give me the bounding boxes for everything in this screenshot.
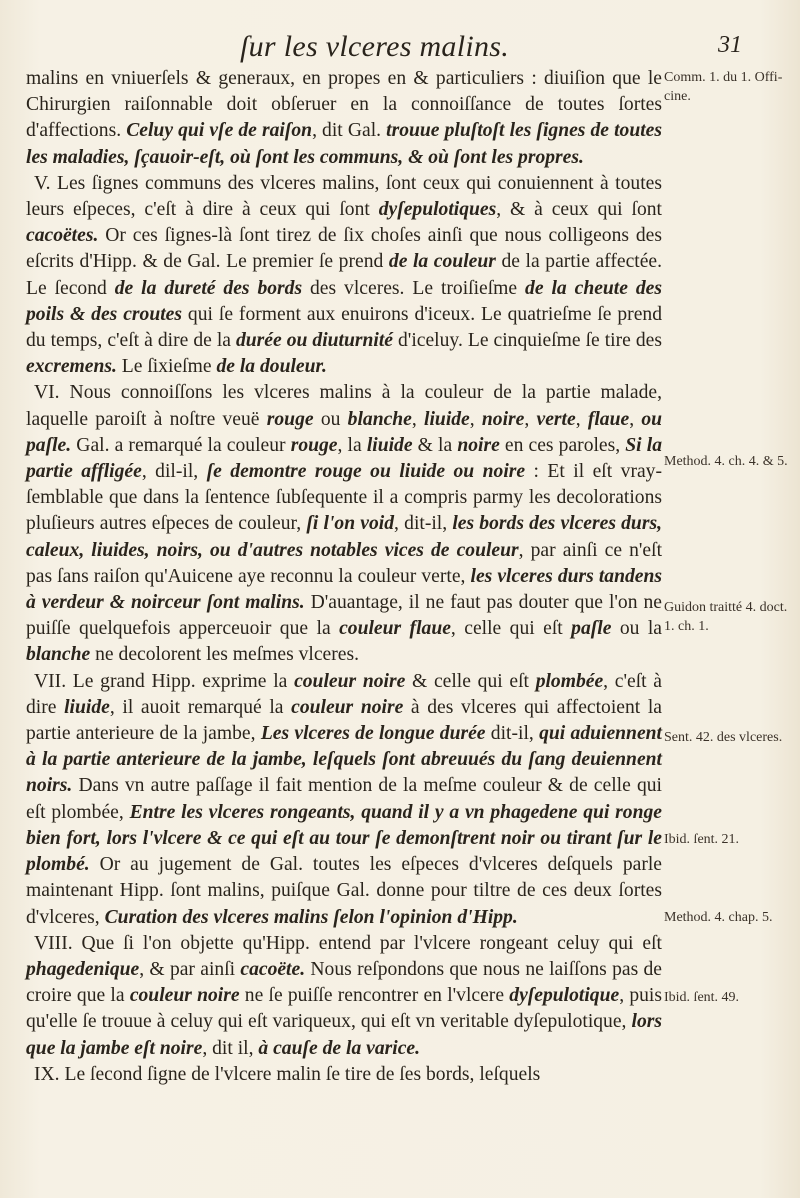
- text-run: ,: [469, 408, 482, 430]
- italic-text: Les vlceres de longue durée: [260, 723, 486, 745]
- margin-note-ibid-49: Ibid. ſent. 49.: [664, 990, 740, 1005]
- text-run: Dans vn autre paſſage il fait mention de la meſme couleur & de celle qui eſt plombée,: [26, 775, 662, 823]
- italic-text: noire: [457, 434, 500, 456]
- italic-text: Celuy qui vſe de raiſon: [126, 120, 313, 142]
- text-run: , la: [337, 434, 367, 456]
- italic-text: excremens.: [26, 356, 117, 378]
- text-run: en ces paroles,: [499, 434, 626, 456]
- italic-text: couleur noire: [291, 696, 404, 718]
- italic-text: Entre les vlceres rongeants, quand il y a vn phagedene qui ronge bien fort, lors l'vlcere & ce qui eſt au tour ſe demonſtrent noir ou tirant ſur le plombé.: [26, 801, 662, 876]
- italic-text: de la douleur.: [216, 356, 327, 378]
- text-run: V. Les ſignes communs des vlceres malins, ſont ceux qui conuiennent à toutes leurs eſpeces, c'eſt à dire à ceux qui ſont: [26, 172, 662, 221]
- margin-note-sent-42: Sent. 42. des vlceres.: [664, 730, 783, 745]
- italic-text: flaue: [587, 408, 630, 430]
- text-run: Gal. a remarqué la couleur: [71, 434, 291, 456]
- text-run: Or au jugement de Gal. toutes les eſpeces d'vlceres deſquels parle maintenant Hipp. ſont malins, puiſque Gal. donne pour tiltre de ces deux ſortes d'vlceres,: [26, 854, 662, 928]
- italic-text: de la couleur: [388, 251, 496, 273]
- italic-text: blanche: [347, 408, 412, 430]
- italic-text: qui aduiennent à la partie anterieure de la jambe, leſquels ſont abreuués du ſang deuiennent noirs.: [26, 723, 662, 797]
- italic-text: de la cheute des poils & des croutes: [26, 277, 662, 325]
- italic-text: blanche: [26, 644, 91, 666]
- italic-text: couleur flaue: [339, 618, 451, 640]
- italic-text: ſe demontre rouge ou liuide ou noire: [206, 461, 526, 483]
- text-run: d'iceluy. Le cinquieſme ſe tire des: [393, 330, 662, 352]
- italic-text: plombée: [535, 670, 604, 692]
- italic-text: cacoëtes.: [26, 225, 99, 247]
- italic-text: trouue pluſtoſt les ſignes de toutes les maladies, ſçauoir-eſt, où ſont les communs, & où ſont les propres.: [26, 120, 663, 168]
- text-run: , dit il,: [202, 1037, 259, 1059]
- text-run: ,: [629, 408, 642, 430]
- text-run: à des vlceres qui affectoient la partie anterieure de la jambe,: [26, 696, 662, 745]
- text-run: & la: [412, 434, 458, 456]
- italic-text: liuide: [366, 434, 413, 456]
- text-run: ou: [313, 408, 348, 430]
- italic-text: Curation des vlceres malins ſelon l'opinion d'Hipp.: [104, 906, 518, 928]
- margin-note-method-4-5: Method. 4. chap. 5.: [664, 910, 773, 925]
- italic-text: lors que la jambe eſt noire: [26, 1011, 662, 1059]
- text-run: D'auantage, il ne faut pas douter que l'on ne puiſſe quelquefois apperceuoir que la: [26, 592, 662, 640]
- text-run: VIII. Que ſi l'on objette qu'Hipp. entend par l'vlcere rongeant celuy qui eſt: [34, 932, 662, 954]
- italic-text: Si la partie affligée: [26, 434, 662, 483]
- text-run: , & par ainſi: [139, 958, 241, 980]
- text-run: VI. Nous connoiſſons les vlceres malins à la couleur de la partie malade, laquelle paroiſt à noſtre veuë: [26, 382, 662, 430]
- italic-text: les bords des vlceres durs, caleux, liuides, noirs, ou d'autres notables vices de couleur: [26, 513, 662, 561]
- text-run: ,: [575, 408, 588, 430]
- italic-text: dyſepulotique: [509, 985, 620, 1007]
- italic-text: durée ou diuturnité: [235, 330, 393, 352]
- italic-text: rouge: [290, 434, 338, 456]
- text-run: de la partie affectée. Le ſecond: [26, 251, 663, 299]
- paragraph-ix: [26, 1062, 662, 1088]
- text-run: , celle qui eſt: [450, 618, 572, 640]
- text-run: qui ſe forment aux enuirons d'iceux. Le quatrieſme ſe prend du temps, c'eſt à dire de la: [26, 303, 662, 352]
- text-run: & celle qui eſt: [405, 670, 536, 692]
- italic-text: liuide: [64, 696, 110, 718]
- margin-note-method-4-4: Method. 4. ch. 4. & 5.: [664, 454, 788, 469]
- italic-text: de la dureté des bords: [114, 277, 303, 299]
- text-run: ne ſe puiſſe rencontrer en l'vlcere: [239, 985, 510, 1007]
- italic-text: phagedenique: [26, 958, 140, 980]
- italic-text: cacoëte.: [240, 958, 306, 980]
- paragraph-vi: [26, 380, 662, 668]
- text-run: ,: [411, 408, 425, 430]
- text-run: : Et il eſt vray-ſemblable que dans la ſentence ſubſequente il a compris parmy les decolorations pluſieurs autres eſpeces de couleur,: [26, 461, 662, 535]
- text-run: ,: [524, 408, 537, 430]
- text-run: , dit Gal.: [312, 120, 387, 142]
- text-run: des vlceres. Le troiſieſme: [302, 277, 526, 299]
- italic-text: liuide: [424, 408, 470, 430]
- text-run: , il auoit remarqué la: [109, 696, 292, 718]
- italic-text: couleur noire: [129, 985, 240, 1007]
- text-run: dit-il,: [485, 723, 540, 745]
- paragraph-continuation: [26, 66, 662, 171]
- italic-text: les vlceres durs tandens à verdeur & noirceur ſont malins.: [26, 565, 662, 614]
- margin-note-comm: Comm. 1. du 1. Offi-cine.: [664, 70, 783, 104]
- italic-text: ſi l'on void: [306, 513, 395, 535]
- italic-text: dyſepulotiques: [378, 199, 497, 221]
- text-run: ou la: [611, 618, 662, 640]
- italic-text: ou paſle.: [26, 408, 663, 456]
- text-run: Nous reſpondons que nous ne laiſſons pas de croire que la: [26, 958, 662, 1007]
- italic-text: rouge: [266, 408, 314, 430]
- body-text: [26, 66, 662, 1088]
- text-run: VII. Le grand Hipp. exprime la: [34, 670, 295, 692]
- text-run: IX. Le ſecond ſigne de l'vlcere malin ſe tire de ſes bords, leſquels: [34, 1063, 541, 1085]
- italic-text: noire: [481, 408, 525, 430]
- paragraph-vii: [26, 669, 662, 931]
- paragraph-viii: [26, 931, 662, 1062]
- text-run: , c'eſt à dire: [26, 670, 662, 718]
- text-run: , dil-il,: [141, 461, 207, 483]
- text-run: ne decolorent les meſmes vlceres.: [90, 644, 359, 666]
- text-run: , dit-il,: [394, 513, 453, 535]
- italic-text: couleur noire: [294, 670, 406, 692]
- text-run: , par ainſi ce n'eſt pas ſans raiſon qu'Auicene aye reconnu la couleur verte,: [26, 539, 663, 587]
- page-number: 31: [718, 32, 742, 58]
- text-run: , & à ceux qui ſont: [496, 199, 662, 221]
- running-title: ſur les vlceres malins.: [240, 30, 510, 63]
- text-run: , puis qu'elle ſe trouue à celuy qui eſt variqueux, qui eſt vn veritable dyſepulotique,: [26, 985, 662, 1033]
- text-run: malins en vniuerſels & generaux, en propes en & particuliers : diuiſion que le Chirurgien raiſonnable doit obſeruer en la connoiſſance de toutes ſortes d'affections.: [26, 68, 662, 142]
- margin-note-ibid-21: Ibid. ſent. 21.: [664, 832, 740, 847]
- text-run: Le ſixieſme: [116, 356, 217, 378]
- text-run: Or ces ſignes-là ſont tirez de ſix choſes ainſi que nous colligeons des eſcrits d'Hipp. & de Gal. Le premier ſe prend: [26, 225, 662, 273]
- margin-note-guidon: Guidon traitté 4. doct. 1. ch. 1.: [664, 600, 788, 634]
- paragraph-v: [26, 171, 662, 381]
- italic-text: verte: [536, 408, 576, 430]
- italic-text: à cauſe de la varice.: [258, 1037, 420, 1059]
- italic-text: paſle: [571, 618, 612, 640]
